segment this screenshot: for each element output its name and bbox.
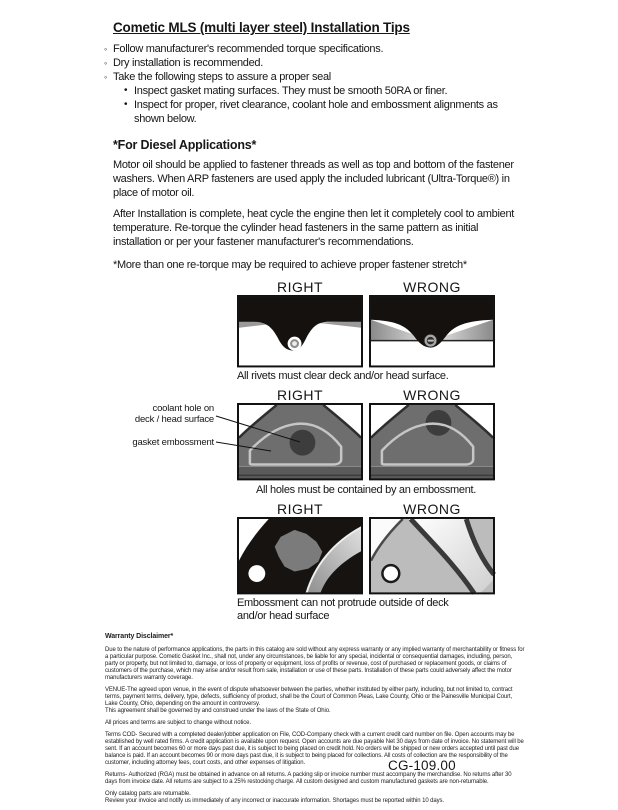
disclaimer-heading: Warranty Disclaimer*	[105, 633, 174, 641]
gasket-embossment-label: gasket embossment	[132, 437, 214, 449]
list-item	[124, 98, 527, 126]
list-item-text: Follow manufacturer's recommended torque specifications.	[113, 43, 384, 55]
list-item-text: Take the following steps to assure a proper seal	[113, 71, 331, 83]
hole-wrong-image	[369, 403, 495, 480]
embossment-right-image	[237, 517, 363, 594]
list-item	[124, 84, 527, 98]
diagram-row-embossment	[237, 501, 495, 623]
warranty-disclaimer	[105, 633, 525, 805]
wrong-label: WRONG	[403, 279, 461, 295]
right-label: RIGHT	[276, 500, 324, 517]
list-item-text: Inspect gasket mating surfaces. They must be smooth 50RA or finer.	[134, 85, 448, 97]
rivet-wrong-figure	[369, 295, 495, 367]
list-item	[104, 42, 527, 56]
tips-list	[104, 42, 527, 126]
disclaimer-paragraph: Due to the nature of performance applications, the parts in this catalog are sold without any express warranty or any implied warranty of merchantability or fitness for a particular purpose. Cometic Gasket Inc., shall not, under any circumstances, be liable for any special, incidental or consequential damages, including, person, party or property, but not limited to, damage, or loss of property or equipment, loss of profits or revenue, cost of purchased or replacement goods, or claims of customers of the purchase, which may arise and/or result from sale, installation or use of these parts. Installation of these parts could adversely affect the motor manufacturers warranty coverage.	[105, 647, 525, 682]
disclaimer-paragraph: VENUE-The agreed upon venue, in the event of dispute whatsoever between the parties, whether instituted by either party, including, but not limited to, contract terms, payment terms, delivery, type, defects, sufficiency of product, shall be the Court of Common Pleas, Lake County, Ohio or the Painesville Municipal Court, Lake County, Ohio, depending on the amount in controversy.	[105, 687, 513, 708]
hole-caption: All holes must be contained by an embossment.	[255, 483, 477, 496]
rivet-wrong-image	[369, 295, 495, 367]
wrong-label: WRONG	[403, 387, 461, 404]
list-item-text: Inspect for proper, rivet clearance, coolant hole and embossment alignments as shown below.	[134, 99, 498, 125]
rivet-right-figure	[237, 295, 363, 367]
hole-right-image	[237, 403, 363, 480]
hole-right-figure	[237, 403, 363, 480]
retorque-note: *More than one re-torque may be required to achieve proper fastener stretch*	[113, 259, 467, 271]
rivet-caption: All rivets must clear deck and/or head surface.	[237, 370, 449, 383]
hole-wrong-figure	[369, 403, 495, 480]
bullet-icon: ◦	[104, 44, 107, 54]
bullet-icon: •	[124, 99, 128, 110]
list-item-text: Dry installation is recommended.	[113, 57, 263, 69]
diagram-row-holes	[113, 387, 527, 496]
paragraph: Motor oil should be applied to fastener threads as well as top and bottom of the fastener washers. When ARP fasteners are used apply the included lubricant (Ultra-Torque®) in place of motor oil.	[113, 159, 514, 199]
embossment-wrong-image	[369, 517, 495, 594]
disclaimer-paragraph: Only catalog parts are returnable.	[105, 791, 191, 798]
list-item	[104, 70, 527, 84]
list-item	[104, 56, 527, 70]
coolant-hole-label: coolant hole on deck / head surface	[134, 403, 214, 426]
bullet-icon: •	[124, 85, 128, 96]
embossment-right-figure	[237, 517, 363, 594]
disclaimer-paragraph: All prices and terms are subject to change without notice.	[105, 720, 251, 727]
disclaimer-paragraph: Returns- Authorized (RGA) must be obtained in advance on all returns. A packing slip or invoice number must accompany the merchandise. No returns after 30 days from invoice date. All returns are subject to a 25% restocking charge. All custom designed and custom manufactured gaskets are non-returnable.	[105, 772, 512, 786]
paragraph: After Installation is complete, heat cycle the engine then let it completely cool to ambient temperature. Re-torque the cylinder head fasteners in the same pattern as initial installation or per your fastener manufacturer's recommendations.	[113, 208, 515, 248]
bullet-icon: ◦	[104, 58, 107, 68]
bullet-icon: ◦	[104, 72, 107, 82]
right-label: RIGHT	[276, 387, 324, 404]
disclaimer-paragraph: This agreement shall be governed by and construed under the laws of the State of Ohio.	[105, 708, 331, 715]
wrong-label: WRONG	[403, 500, 461, 517]
page-title: Cometic MLS (multi layer steel) Installation Tips	[113, 20, 410, 35]
embossment-caption: Embossment can not protrude outside of deck and/or head surface	[237, 597, 449, 623]
diagram-row-rivets	[237, 279, 495, 383]
embossment-wrong-figure	[369, 517, 495, 594]
disclaimer-paragraph: Terms COD- Secured with a completed dealer/jobber application on File, COD-Company check with a current credit card number on file. Open accounts may be established by well rated firms. A credit application is available upon request. Open accounts are due payable Net 30 days from date of invoice. No statement will be sent. If an account becomes 60 or more days past due, it is subject to being placed on credit hold. No orders will be shipped or new orders accepted until past due balance is paid. If an account becomes 90 or more days past due, it is subject to being placed for collections. All costs of collection are the responsibility of the customer, including attorney fees, court costs, and other expenses of litigation.	[105, 732, 524, 767]
diesel-section-heading: *For Diesel Applications*	[113, 138, 257, 152]
right-label: RIGHT	[276, 279, 324, 295]
disclaimer-paragraph: Review your invoice and notify us immediately of any incorrect or inaccurate information. Shortages must be reported within 10 days.	[105, 798, 444, 805]
rivet-right-image	[237, 295, 363, 367]
page-number: CG-109.00	[388, 758, 456, 773]
